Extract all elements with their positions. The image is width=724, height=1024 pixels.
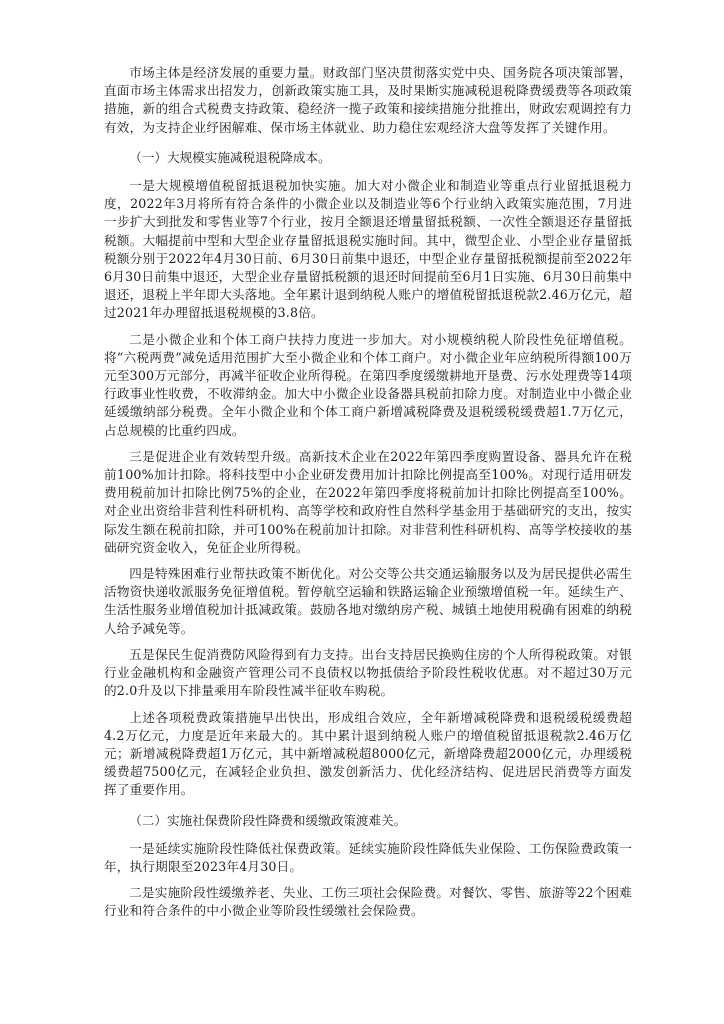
section-heading-social-security: （二）实施社保费阶段性降费和缓缴政策渡难关。	[129, 812, 407, 828]
paragraph-social-security-rate: 一是延续实施阶段性降低社保费政策。延续实施阶段性降低失业保险、工伤保险费政策一年，执行期限至2023年4月30日。	[104, 840, 632, 874]
paragraph-livelihood: 五是保民生促消费防风险得到有力支持。出台支持居民换购住房的个人所得税政策。对银行业金融机构和金融资产管理公司不良债权以物抵债给予阶段性税收优惠。对不超过30万元的2.0升及以下排量乘用车阶段性减半征收车购税。	[104, 646, 632, 699]
paragraph-small-business: 二是小微企业和个体工商户扶持力度进一步加大。对小规模纳税人阶段性免征增值税。将“六税两费”减免适用范围扩大至小微企业和个体工商户。对小微企业年应纳税所得额100万元至300万元部分，再减半征收企业所得税。在第四季度缓缴耕地开垦费、污水处理费等14项行政事业性收费，不收滞纳金。加大中小微企业设备器具税前扣除力度。对制造业中小微企业延缓缴纳部分税费。全年小微企业和个体工商户新增减税降费及退税缓税缓费超1.7万亿元，占总规模的比重约四成。	[104, 331, 632, 438]
paragraph-summary: 上述各项税费政策措施早出快出，形成组合效应，全年新增减税降费和退税缓税缓费超4.2万亿元，力度是近年来最大的。其中累计退到纳税人账户的增值税留抵退税款2.46万亿元；新增减税降费超1万亿元，其中新增减税超8000亿元，新增降费超2000亿元，办理缓税缓费超7500亿元，在减轻企业负担、激发创新活力、优化经济结构、促进居民消费等方面发挥了重要作用。	[104, 709, 632, 798]
intro-paragraph: 市场主体是经济发展的重要力量。财政部门坚决贯彻落实党中央、国务院各项决策部署，直面市场主体需求出招发力，创新政策实施工具，及时果断实施减税退税降费缓费等各项政策措施，新的组合式税费支持政策、稳经济一揽子政策和接续措施分批推出，财政宏观调控有力有效，为支持企业纾困解难、保市场主体就业、助力稳住宏观经济大盘等发挥了关键作用。	[104, 65, 632, 135]
paragraph-vat-refund: 一是大规模增值税留抵退税加快实施。加大对小微企业和制造业等重点行业留抵退税力度，2022年3月将所有符合条件的小微企业以及制造业等6个行业纳入政策实施范围，7月进一步扩大到批发和零售业等7个行业，按月全额退还增量留抵税额、一次性全额退还存量留抵税额。大幅提前中型和大型企业存量留抵退税实施时间。其中，微型企业、小型企业存量留抵税额分别于2022年4月30日前、6月30日前集中退还，中型企业存量留抵税额提前至2022年6月30日前集中退还，大型企业存量留抵税额的退还时间提前至6月1日实施、6月30日前集中退还，退税上半年即大头落地。全年累计退到纳税人账户的增值税留抵退税款2.46万亿元，超过2021年办理留抵退税规模的3.8倍。	[104, 178, 632, 321]
paragraph-special-industries: 四是特殊困难行业帮扶政策不断优化。对公交等公共交通运输服务以及为居民提供必需生活物资快递收派服务免征增值税。暂停航空运输和铁路运输企业预缴增值税一年。延续生产、生活性服务业增值税加计抵减政策。鼓励各地对缴纳房产税、城镇土地使用税确有困难的纳税人给予减免等。	[104, 566, 632, 636]
section-heading-tax-cuts: （一）大规模实施减税退税降成本。	[129, 149, 331, 165]
paragraph-social-security-deferral: 二是实施阶段性缓缴养老、失业、工伤三项社会保险费。对餐饮、零售、旅游等22个困难行业和符合条件的中小微企业等阶段性缓缴社会保险费。	[104, 885, 632, 919]
paragraph-enterprise-upgrade: 三是促进企业有效转型升级。高新技术企业在2022年第四季度购置设备、器具允许在税前100%加计扣除。将科技型中小企业研发费用加计扣除比例提高至100%。对现行适用研发费用税前加计扣除比例75%的企业，在2022年第四季度将税前加计扣除比例提高至100%。对企业出资给非营利性科研机构、高等学校和政府性自然科学基金用于基础研究的支出，按实际发生额在税前扣除，并可100%在税前加计扣除。对非营利性科研机构、高等学校接收的基础研究资金收入，免征企业所得税。	[104, 448, 632, 555]
